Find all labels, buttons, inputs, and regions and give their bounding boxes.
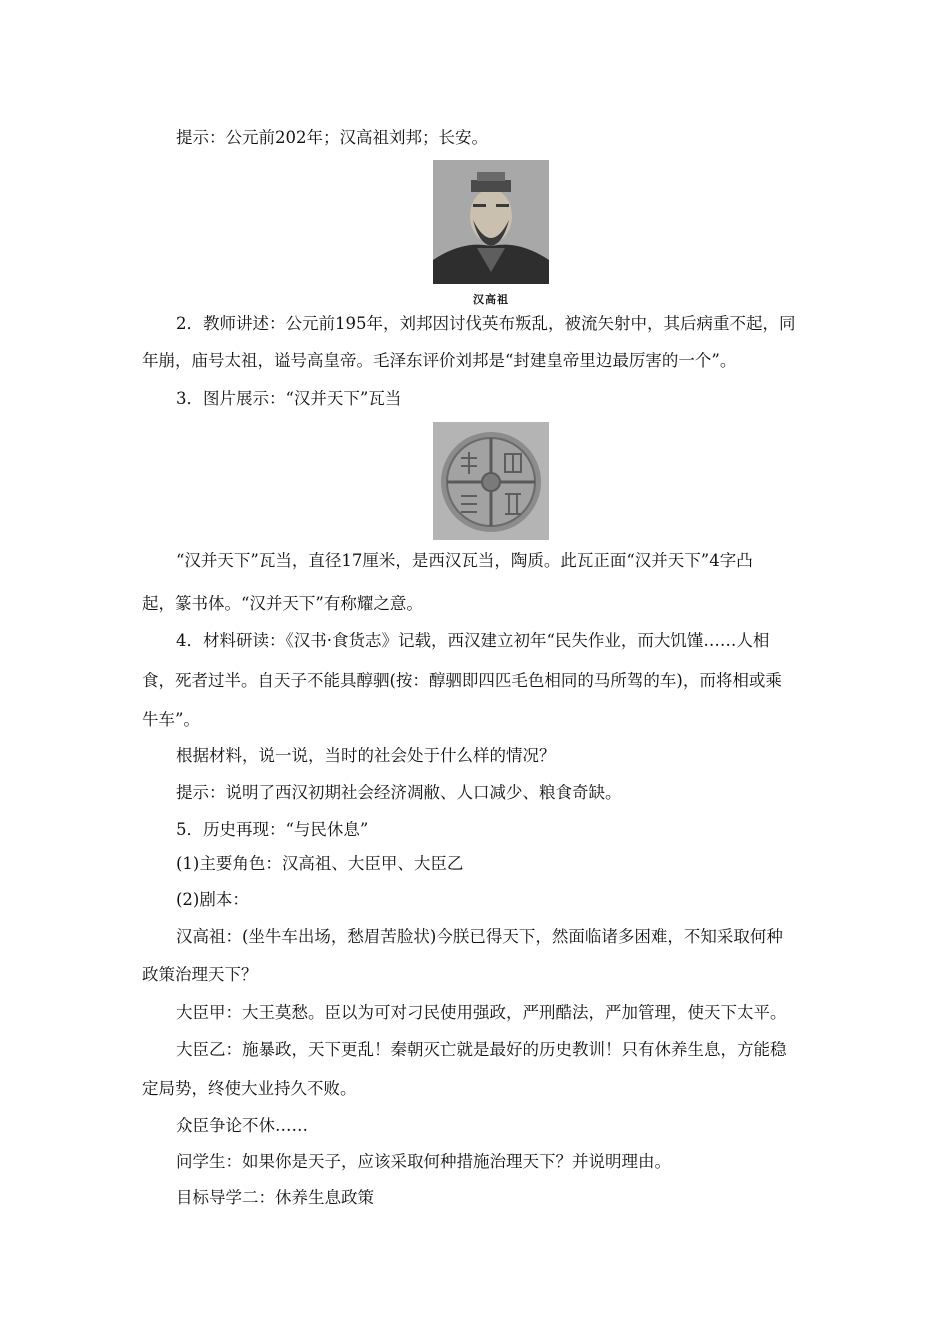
- minister-a: 大臣甲：大王莫愁。臣以为可对刁民使用强政，严刑酷法，严加管理，使天下太平。: [176, 1003, 787, 1022]
- hint-1: 提示：公元前202年；汉高祖刘邦；长安。: [176, 128, 488, 147]
- portrait-image: [433, 160, 549, 284]
- ministers-argue: 众臣争论不休……: [176, 1116, 308, 1135]
- history-heading: 5．历史再现：“与民休息”: [176, 820, 369, 839]
- picture-heading: 3．图片展示：“汉并天下”瓦当: [176, 389, 402, 408]
- teacher-text-1: 2．教师讲述：公元前195年，刘邦因讨伐英布叛乱，被流矢射中，其后病重不起，同: [176, 314, 796, 333]
- tile-desc-1: “汉并天下”瓦当，直径17厘米，是西汉瓦当，陶质。此瓦正面“汉并天下”4字凸: [176, 551, 753, 570]
- goal-heading: 目标导学二：休养生息政策: [176, 1188, 374, 1207]
- script-heading: (2)剧本：: [176, 890, 249, 909]
- hint-2: 提示：说明了西汉初期社会经济凋敝、人口减少、粮食奇缺。: [176, 783, 622, 802]
- minister-b-1: 大臣乙：施暴政，天下更乱！秦朝灭亡就是最好的历史教训！只有休养生息，方能稳: [176, 1040, 787, 1059]
- material-3: 牛车”。: [142, 710, 200, 729]
- roof-tile-icon: [433, 422, 549, 540]
- material-1: 4．材料研读：《汉书·食货志》记载，西汉建立初年“民失作业，而大饥馑……人相: [176, 631, 770, 650]
- question-1: 根据材料，说一说，当时的社会处于什么样的情况？: [176, 746, 556, 765]
- roles: (1)主要角色：汉高祖、大臣甲、大臣乙: [176, 854, 464, 873]
- gaozu-line-1: 汉高祖：(坐牛车出场，愁眉苦脸状)今朕已得天下，然面临诸多困难，不知采取何种: [176, 927, 783, 946]
- gaozu-line-2: 政策治理天下？: [142, 965, 258, 984]
- teacher-text-2: 年崩，庙号太祖，谥号高皇帝。毛泽东评价刘邦是“封建皇帝里边最厉害的一个”。: [142, 351, 737, 370]
- portrait-caption: 汉高祖: [473, 293, 509, 306]
- ask-students: 问学生：如果你是天子，应该采取何种措施治理天下？并说明理由。: [176, 1152, 671, 1171]
- minister-b-2: 定局势，终使大业持久不败。: [142, 1079, 357, 1098]
- emperor-portrait-icon: [433, 160, 549, 284]
- material-2: 食，死者过半。自天子不能具醇驷(按：醇驷即四匹毛色相同的马所驾的车)，而将相或乘: [142, 671, 782, 690]
- tile-image: [433, 422, 549, 540]
- tile-desc-2: 起，篆书体。“汉并天下”有称耀之意。: [142, 594, 423, 613]
